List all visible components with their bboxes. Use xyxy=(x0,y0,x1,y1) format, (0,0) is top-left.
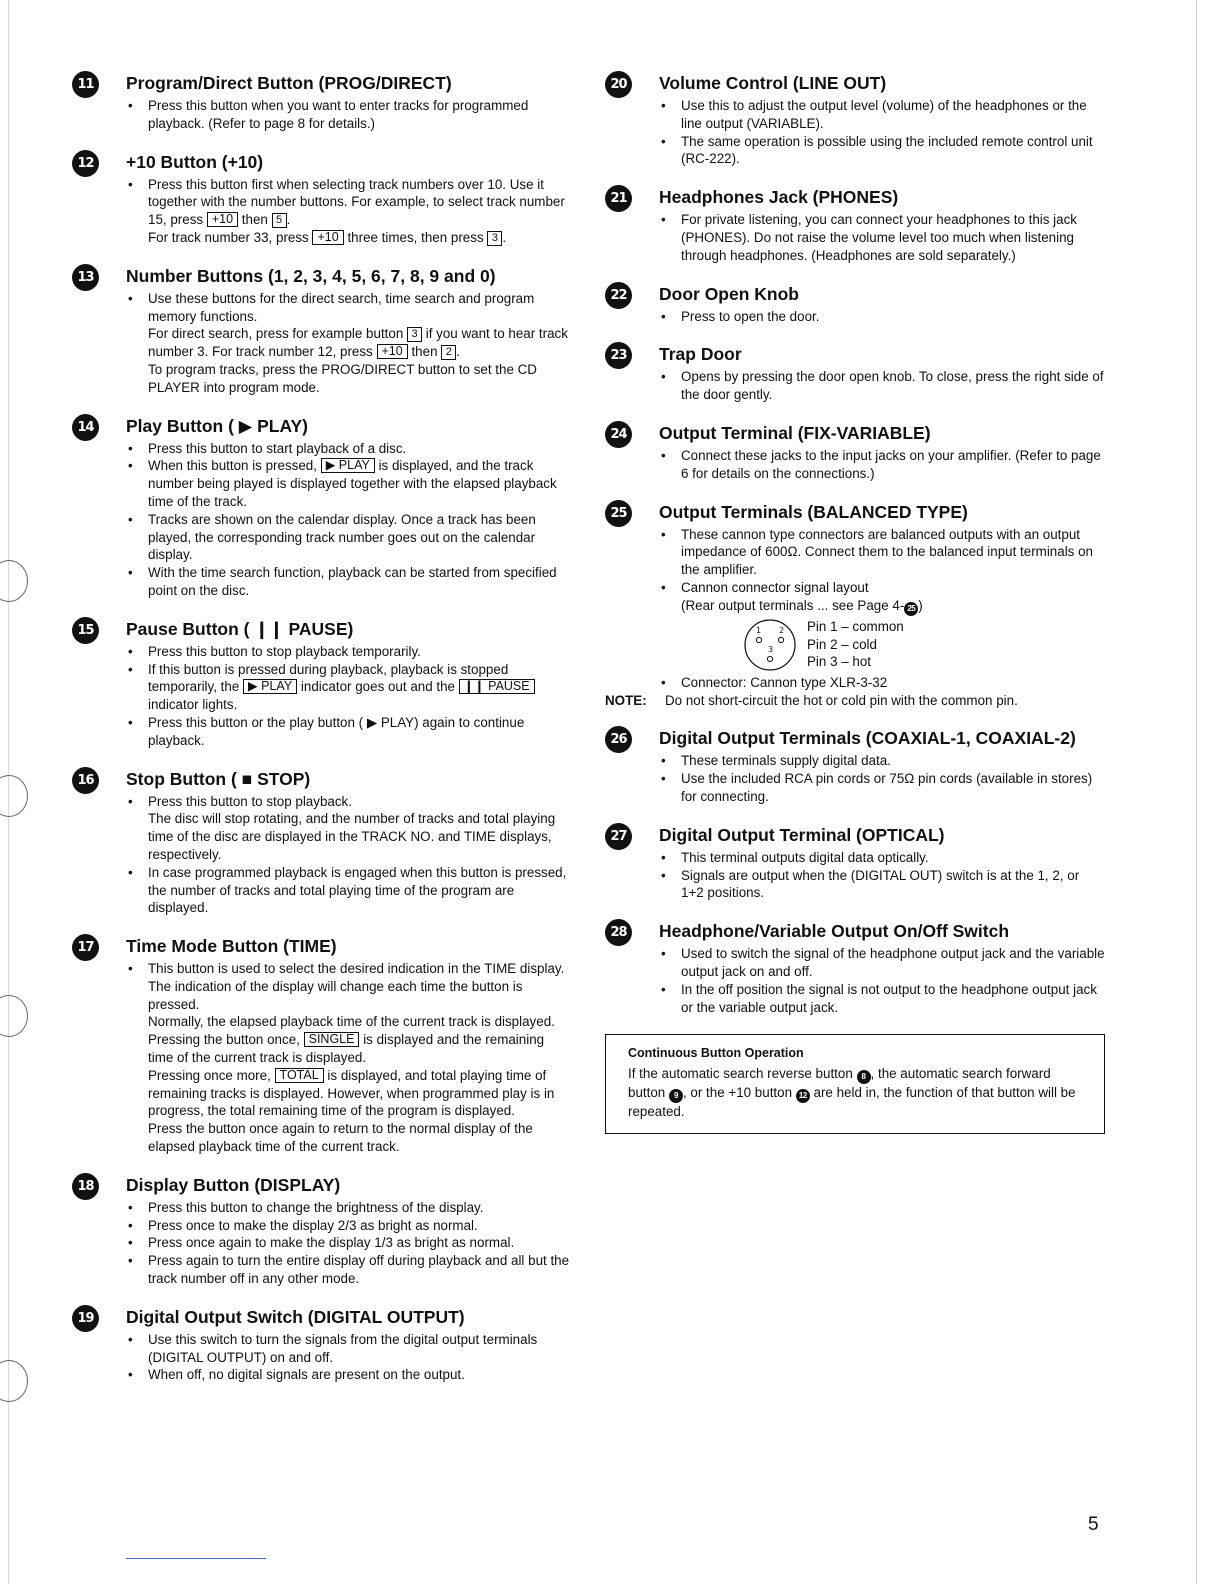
item-number-badge: 27 xyxy=(605,823,632,850)
binder-hole-mark xyxy=(0,775,28,817)
section-title: Stop Button ( ■ STOP) xyxy=(126,768,311,789)
section-title: Trap Door xyxy=(659,344,742,365)
item-number-badge: 12 xyxy=(796,1089,810,1103)
paragraph: For direct search, press for example button 3 if you want to hear track number 3. For track number 12, press +10 then 2 . xyxy=(148,326,568,360)
key-label: TOTAL xyxy=(275,1068,324,1083)
key-label: +10 xyxy=(207,212,238,227)
paragraph: Press the button once again to return to the normal display of the elapsed playback time of the current track. xyxy=(148,1121,533,1155)
section-display xyxy=(72,1174,572,1288)
item-number-badge: 22 xyxy=(605,282,632,309)
section-digital-output-switch xyxy=(72,1306,572,1384)
page-edge-right xyxy=(1196,0,1197,1584)
page-number: 5 xyxy=(1088,1514,1099,1535)
key-label: ▶ PLAY xyxy=(243,679,297,694)
item-number-badge: 19 xyxy=(72,1305,99,1332)
footer-line xyxy=(126,1558,266,1559)
bullet: • Press this button to stop playback temporarily. xyxy=(126,643,572,661)
binder-hole-mark xyxy=(0,1360,28,1402)
right-column xyxy=(605,72,1105,1134)
xlr-connector-icon xyxy=(739,618,801,672)
item-number-badge: 28 xyxy=(605,919,632,946)
note-text: Do not short-circuit the hot or cold pin with the common pin. xyxy=(665,692,1018,708)
bullet: • Press this button or the play button ( ▶ PLAY) again to continue playback. xyxy=(126,714,572,750)
paragraph: To program tracks, press the PROG/DIRECT button to set the CD PLAYER into program mode. xyxy=(148,361,537,395)
bullet: • Press this button to change the brightness of the display. xyxy=(126,1199,572,1217)
bullet: • This button is used to select the desired indication in the TIME display. The indication of the display will change each time the button is pressed. xyxy=(126,960,572,1013)
section-title: Number Buttons (1, 2, 3, 4, 5, 6, 7, 8, 9 and 0) xyxy=(126,265,496,286)
section-output-terminals-balanced xyxy=(605,501,1105,710)
bullet: • If this button is pressed during playback, playback is stopped temporarily, the ▶ PLAY indicator goes out and the ❙❙ PAUSE indicator lights. xyxy=(126,661,572,714)
paragraph: (Rear output terminals ... see Page 4- 25 ) xyxy=(659,597,1105,616)
item-number-badge: 8 xyxy=(857,1070,871,1084)
bullet: • Use this to adjust the output level (volume) of the headphones or the line output (VARIABLE). xyxy=(659,97,1105,133)
key-label: +10 xyxy=(312,230,343,245)
bullet: • In the off position the signal is not output to the headphone output jack or the variable output jack. xyxy=(659,981,1105,1017)
key-label: 3 xyxy=(487,231,502,246)
svg-text:2: 2 xyxy=(779,625,785,635)
section-digital-output-terminal-optical xyxy=(605,824,1105,902)
bullet: • When off, no digital signals are present on the output. xyxy=(126,1366,572,1384)
binder-hole-mark xyxy=(0,560,28,602)
section-stop xyxy=(72,768,572,918)
bullet: • Press this button first when selecting track numbers over 10. Use it together with the number buttons. For example, to select track number 15, press +10 then 5 . xyxy=(126,176,572,229)
note-label: NOTE: xyxy=(605,692,647,708)
pin-label: Pin 2 – cold xyxy=(807,636,877,652)
section-number-buttons xyxy=(72,265,572,397)
bullet: • This terminal outputs digital data optically. xyxy=(659,849,1105,867)
item-number-badge: 17 xyxy=(72,934,99,961)
item-number-badge: 14 xyxy=(72,414,99,441)
left-column xyxy=(72,72,572,1402)
section-headphone-variable-switch xyxy=(605,920,1105,1016)
key-label: SINGLE xyxy=(304,1032,360,1047)
svg-text:1: 1 xyxy=(756,625,762,635)
section-plus10 xyxy=(72,151,572,247)
bullet: • Cannon connector signal layout xyxy=(659,579,1105,597)
bullet: • Press to open the door. xyxy=(659,308,1105,326)
key-label: 2 xyxy=(441,345,456,360)
box-text: If the automatic search reverse button 8 , the automatic search forward button 9 , or the +10 button 12 are held in, the function of that button will be repeated. xyxy=(628,1066,1076,1120)
section-trap-door xyxy=(605,343,1105,404)
section-title: Headphone/Variable Output On/Off Switch xyxy=(659,921,1010,942)
section-title: Output Terminals (BALANCED TYPE) xyxy=(659,501,968,522)
item-number-badge: 20 xyxy=(605,71,632,98)
key-label: 3 xyxy=(407,327,422,342)
item-number-badge: 13 xyxy=(72,264,99,291)
section-title: +10 Button (+10) xyxy=(126,151,264,172)
paragraph: Pressing the button once, SINGLE is displayed and the remaining time of the current track is displayed. xyxy=(148,1032,545,1066)
key-label: ❙❙ PAUSE xyxy=(459,679,535,694)
bullet: • Use the included RCA pin cords or 75Ω pin cords (available in stores) for connecting. xyxy=(659,770,1105,806)
section-title: Digital Output Terminals (COAXIAL-1, COAXIAL-2) xyxy=(659,728,1076,749)
section-title: Program/Direct Button (PROG/DIRECT) xyxy=(126,73,452,93)
section-headphones-jack xyxy=(605,186,1105,264)
bullet: • In case programmed playback is engaged when this button is pressed, the number of tracks and total playing time of the program are displayed. xyxy=(126,864,572,917)
item-number-badge: 9 xyxy=(669,1089,683,1103)
bullet: • The same operation is possible using the included remote control unit (RC-222). xyxy=(659,133,1105,169)
paragraph: Normally, the elapsed playback time of the current track is displayed. xyxy=(148,1014,555,1030)
pin-label: Pin 1 – common xyxy=(807,618,904,634)
section-title: Pause Button ( ❙❙ PAUSE) xyxy=(126,618,354,639)
key-label: ▶ PLAY xyxy=(321,458,375,473)
box-title: Continuous Button Operation xyxy=(628,1046,804,1061)
svg-text:3: 3 xyxy=(768,644,774,654)
bullet: • Signals are output when the (DIGITAL OUT) switch is at the 1, 2, or 1+2 positions. xyxy=(659,867,1105,903)
paragraph: For track number 33, press +10 three times, then press 3 . xyxy=(148,229,507,245)
bullet: • These cannon type connectors are balanced outputs with an output impedance of 600Ω. Connect them to the balanced input terminals on the amplifier. xyxy=(659,526,1105,579)
section-pause xyxy=(72,618,572,750)
cannon-connector-diagram xyxy=(739,618,1105,672)
section-digital-output-terminals-coaxial xyxy=(605,727,1105,805)
item-number-badge: 25 xyxy=(904,602,918,616)
bullet: • Use this switch to turn the signals from the digital output terminals (DIGITAL OUTPUT) on and off. xyxy=(126,1331,572,1367)
bullet: • Press once to make the display 2/3 as bright as normal. xyxy=(126,1217,572,1235)
section-title: Digital Output Terminal (OPTICAL) xyxy=(659,824,945,845)
section-output-terminal-fix-variable xyxy=(605,422,1105,483)
item-number-badge: 15 xyxy=(72,617,99,644)
section-title: Door Open Knob xyxy=(659,283,799,304)
item-number-badge: 16 xyxy=(72,767,99,794)
section-prog-direct xyxy=(72,72,572,133)
note xyxy=(605,692,1105,710)
continuous-operation-box xyxy=(605,1034,1105,1134)
section-title: Output Terminal (FIX-VARIABLE) xyxy=(659,422,931,443)
item-number-badge: 18 xyxy=(72,1173,99,1200)
bullet: • Opens by pressing the door open knob. To close, press the right side of the door gently. xyxy=(659,368,1105,404)
bullet: • Connect these jacks to the input jacks on your amplifier. (Refer to page 6 for details on the connections.) xyxy=(659,447,1105,483)
key-label: 5 xyxy=(272,213,287,228)
binder-hole-mark xyxy=(0,995,28,1037)
section-title: Volume Control (LINE OUT) xyxy=(659,73,887,93)
bullet: • When this button is pressed, ▶ PLAY is displayed, and the track number being played is displayed together with the elapsed playback time of the track. xyxy=(126,457,572,510)
bullet: • Press again to turn the entire display off during playback and all but the track number off in any other mode. xyxy=(126,1252,572,1288)
section-title: Digital Output Switch (DIGITAL OUTPUT) xyxy=(126,1306,465,1327)
bullet: • With the time search function, playback can be started from specified point on the disc. xyxy=(126,564,572,600)
pin-label: Pin 3 – hot xyxy=(807,654,872,670)
item-number-badge: 25 xyxy=(605,500,632,527)
item-number-badge: 26 xyxy=(605,726,632,753)
section-title: Play Button ( ▶ PLAY) xyxy=(126,415,308,436)
bullet: • Press this button to stop playback. xyxy=(126,793,572,811)
section-play xyxy=(72,415,572,600)
key-label: +10 xyxy=(377,344,408,359)
pin-list xyxy=(807,618,904,671)
section-time-mode xyxy=(72,935,572,1156)
section-volume-control xyxy=(605,72,1105,168)
paragraph: The disc will stop rotating, and the number of tracks and total playing time of the disc are displayed in the TRACK NO. and TIME displays, respectively. xyxy=(148,811,556,862)
bullet: • Press once again to make the display 1/3 as bright as normal. xyxy=(126,1234,572,1252)
paragraph: Pressing once more, TOTAL is displayed, and total playing time of remaining tracks is displayed. However, when programmed play is in progress, the total remaining time of the program is displayed. xyxy=(148,1067,555,1119)
bullet: • Connector: Cannon type XLR-3-32 xyxy=(659,674,1105,692)
item-number-badge: 12 xyxy=(72,150,99,177)
section-title: Display Button (DISPLAY) xyxy=(126,1174,341,1195)
bullet: • Press this button to start playback of a disc. xyxy=(126,440,572,458)
item-number-badge: 11 xyxy=(72,71,99,98)
section-title: Headphones Jack (PHONES) xyxy=(659,187,899,208)
bullet: • Use these buttons for the direct search, time search and program memory functions. xyxy=(126,290,572,326)
item-number-badge: 24 xyxy=(605,421,632,448)
bullet: • For private listening, you can connect your headphones to this jack (PHONES). Do not raise the volume level too much when listening through headphones. (Headphones are sold separately.) xyxy=(659,211,1105,264)
item-number-badge: 21 xyxy=(605,185,632,212)
bullet: • These terminals supply digital data. xyxy=(659,752,1105,770)
bullet: • Used to switch the signal of the headphone output jack and the variable output jack on and off. xyxy=(659,945,1105,981)
section-title: Time Mode Button (TIME) xyxy=(126,936,337,957)
item-number-badge: 23 xyxy=(605,342,632,369)
section-door-open-knob xyxy=(605,283,1105,326)
bullet: • Tracks are shown on the calendar display. Once a track has been played, the corresponding track number goes out on the calendar display. xyxy=(126,511,572,564)
bullet: • Press this button when you want to enter tracks for programmed playback. (Refer to page 8 for details.) xyxy=(126,97,572,133)
